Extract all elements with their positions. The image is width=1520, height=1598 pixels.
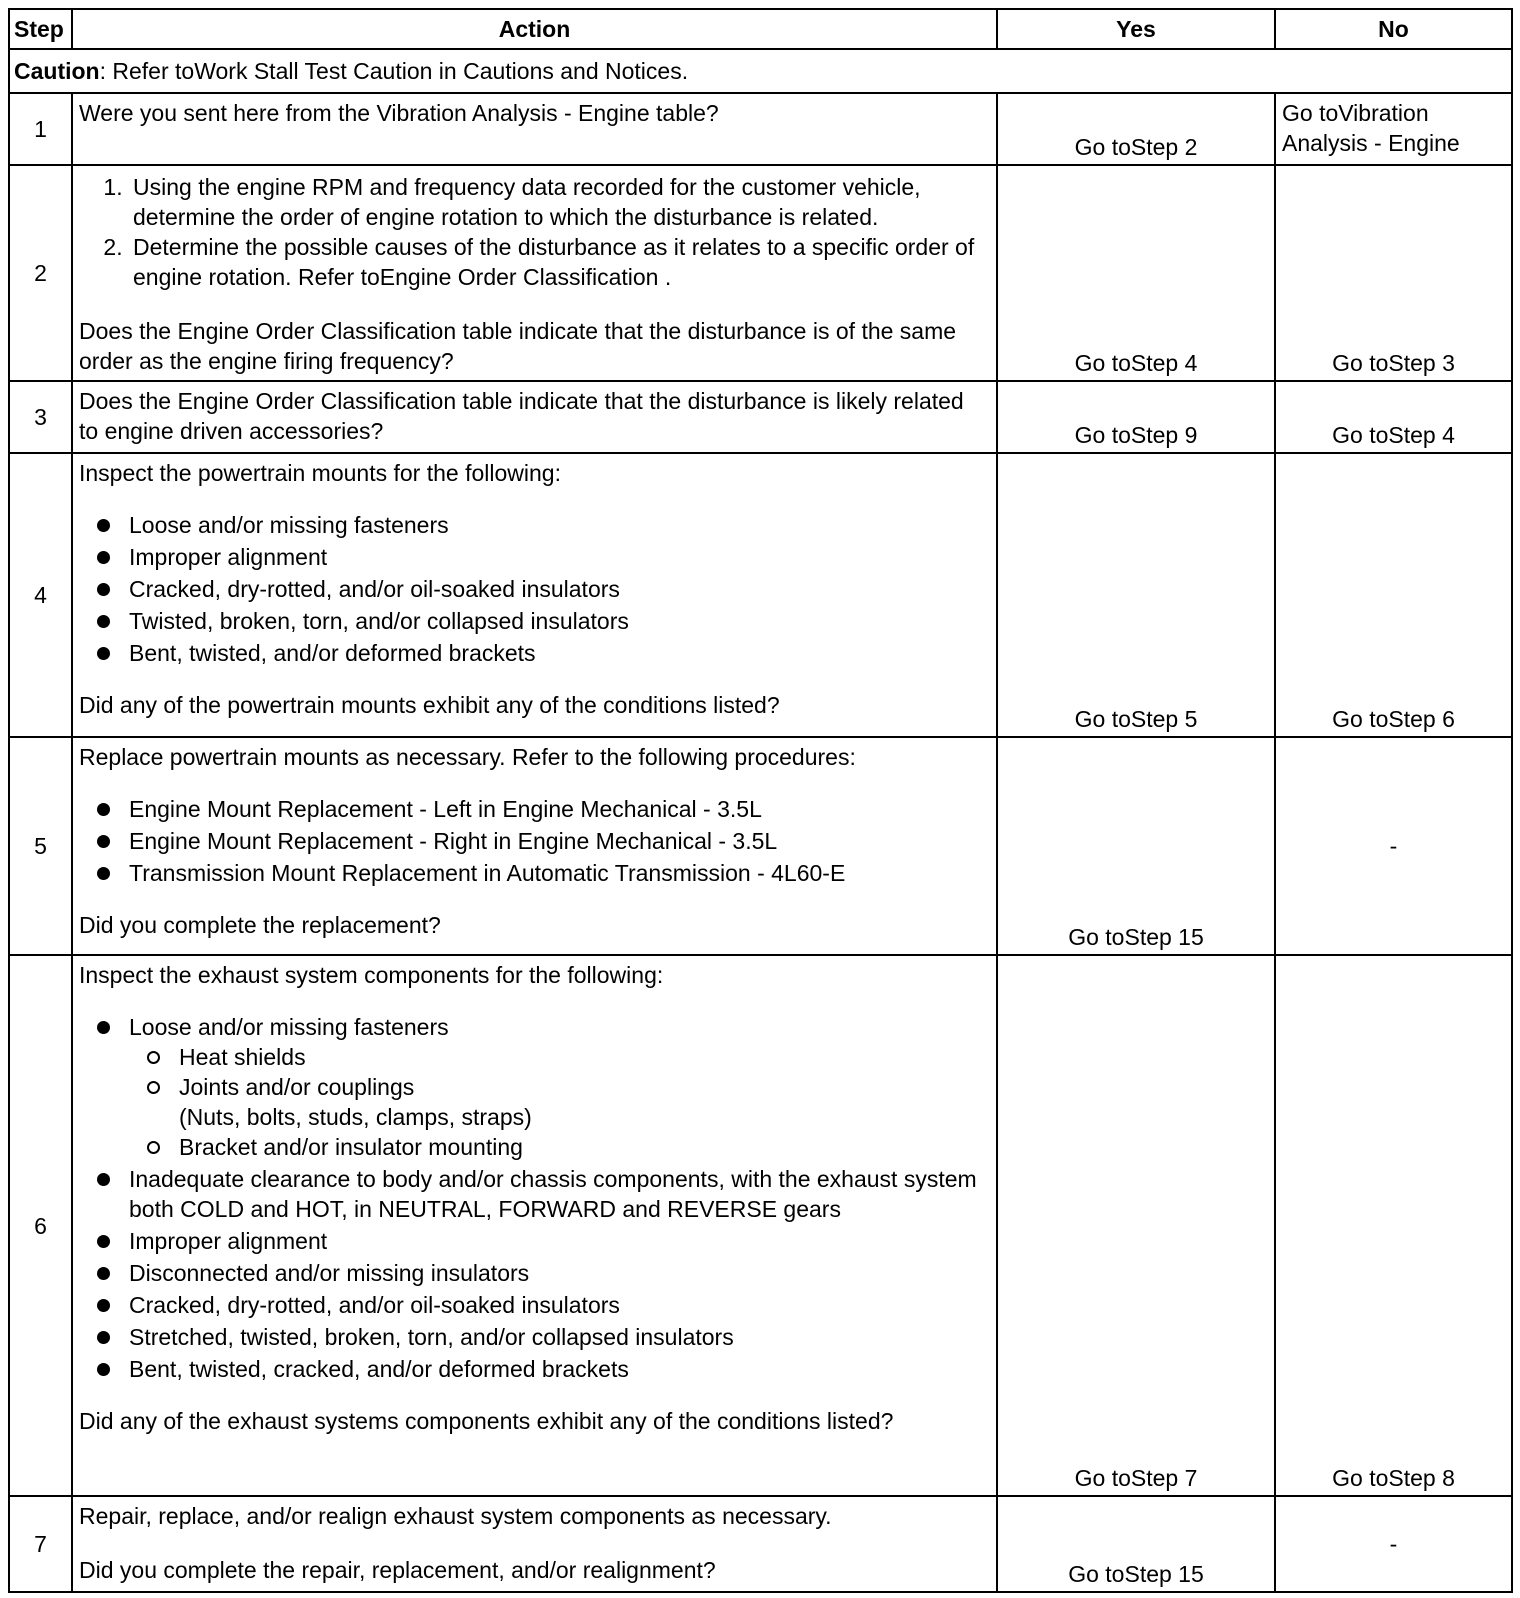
no-cell: - <box>1275 737 1512 955</box>
table-row <box>9 1496 1512 1592</box>
action-intro: Inspect the powertrain mounts for the following: <box>79 460 561 486</box>
list-item: 2. Determine the possible causes of the disturbance as it relates to a specific order of engine rotation. Refer toEngine Order Classification . <box>129 232 988 292</box>
step-number: 5 <box>9 737 72 955</box>
bullet-icon <box>97 867 110 880</box>
list-item: Twisted, broken, torn, and/or collapsed insulators <box>79 606 988 636</box>
action-cell <box>72 453 997 737</box>
bullet-list <box>79 1012 988 1384</box>
table-row <box>9 93 1512 165</box>
step-number: 7 <box>9 1496 72 1592</box>
bullet-icon <box>97 615 110 628</box>
action-intro: Replace powertrain mounts as necessary. Refer to the following procedures: <box>79 744 856 770</box>
yes-cell: Go toStep 15 <box>997 1496 1275 1592</box>
no-link-line: Go toVibration <box>1282 100 1429 126</box>
step-number: 3 <box>9 381 72 453</box>
action-cell <box>72 93 997 165</box>
bullet-icon <box>97 1299 110 1312</box>
circle-bullet-icon <box>147 1081 160 1094</box>
bullet-icon <box>97 583 110 596</box>
action-header: Action <box>72 9 997 49</box>
action-question: Does the Engine Order Classification table indicate that the disturbance is of the same order as the engine firing frequency? <box>79 318 957 374</box>
bullet-icon <box>97 1235 110 1248</box>
no-cell: Go toStep 4 <box>1275 381 1512 453</box>
circle-bullet-icon <box>147 1051 160 1064</box>
list-item: Inadequate clearance to body and/or chassis components, with the exhaust system both COLD and HOT, in NEUTRAL, FORWARD and REVERSE gears <box>79 1164 988 1224</box>
action-intro: Repair, replace, and/or realign exhaust system components as necessary. <box>79 1503 832 1529</box>
table-row <box>9 165 1512 381</box>
action-cell <box>72 381 997 453</box>
numbered-list <box>79 172 988 292</box>
action-intro: Inspect the exhaust system components for the following: <box>79 962 664 988</box>
bullet-list <box>79 794 988 888</box>
bullet-list <box>79 510 988 668</box>
bullet-icon <box>97 647 110 660</box>
action-cell <box>72 165 997 381</box>
list-item: Bent, twisted, cracked, and/or deformed brackets <box>79 1354 988 1384</box>
diagnostic-table <box>8 8 1513 1593</box>
yes-cell: Go toStep 4 <box>997 165 1275 381</box>
list-item: Disconnected and/or missing insulators <box>79 1258 988 1288</box>
bullet-icon <box>97 551 110 564</box>
list-item: Loose and/or missing fasteners Heat shields Joints and/or couplings (Nuts, bolts, studs, clamps, straps) Bracket and/or insulator mounting <box>79 1012 988 1162</box>
step-header: Step <box>9 9 72 49</box>
bullet-icon <box>97 1267 110 1280</box>
no-cell <box>1275 93 1512 165</box>
sub-list-item: Bracket and/or insulator mounting <box>129 1132 988 1162</box>
bullet-icon <box>97 519 110 532</box>
action-question: Did any of the powertrain mounts exhibit any of the conditions listed? <box>79 692 780 718</box>
sub-list-item: Heat shields <box>129 1042 988 1072</box>
table-row <box>9 737 1512 955</box>
caution-cell <box>9 49 1512 93</box>
caution-label: Caution <box>14 58 100 84</box>
caution-text: : Refer toWork Stall Test Caution in Cautions and Notices. <box>99 58 689 84</box>
action-cell <box>72 737 997 955</box>
no-header: No <box>1275 9 1512 49</box>
no-cell: Go toStep 3 <box>1275 165 1512 381</box>
action-question: Did any of the exhaust systems components exhibit any of the conditions listed? <box>79 1408 894 1434</box>
list-item: Cracked, dry-rotted, and/or oil-soaked insulators <box>79 1290 988 1320</box>
list-item: 1. Using the engine RPM and frequency data recorded for the customer vehicle, determine the order of engine rotation to which the disturbance is related. <box>129 172 988 232</box>
yes-cell: Go toStep 2 <box>997 93 1275 165</box>
bullet-icon <box>97 1021 110 1034</box>
yes-header: Yes <box>997 9 1275 49</box>
action-question: Did you complete the replacement? <box>79 912 441 938</box>
list-item: Engine Mount Replacement - Right in Engine Mechanical - 3.5L <box>79 826 988 856</box>
list-item: Stretched, twisted, broken, torn, and/or collapsed insulators <box>79 1322 988 1352</box>
step-number: 4 <box>9 453 72 737</box>
no-cell: Go toStep 6 <box>1275 453 1512 737</box>
step-number: 1 <box>9 93 72 165</box>
no-cell: Go toStep 8 <box>1275 955 1512 1496</box>
table-row <box>9 453 1512 737</box>
action-cell <box>72 1496 997 1592</box>
table-row <box>9 955 1512 1496</box>
no-link-line: Analysis - Engine <box>1282 130 1460 156</box>
yes-cell: Go toStep 7 <box>997 955 1275 1496</box>
list-item: Loose and/or missing fasteners <box>79 510 988 540</box>
action-question: Were you sent here from the Vibration Analysis - Engine table? <box>79 100 719 126</box>
caution-row <box>9 49 1512 93</box>
header-row <box>9 9 1512 49</box>
bullet-icon <box>97 1331 110 1344</box>
table-row <box>9 381 1512 453</box>
step-number: 6 <box>9 955 72 1496</box>
yes-cell: Go toStep 9 <box>997 381 1275 453</box>
list-item: Engine Mount Replacement - Left in Engine Mechanical - 3.5L <box>79 794 988 824</box>
circle-bullet-icon <box>147 1141 160 1154</box>
yes-cell: Go toStep 15 <box>997 737 1275 955</box>
bullet-icon <box>97 835 110 848</box>
sub-list-item: Joints and/or couplings (Nuts, bolts, studs, clamps, straps) <box>129 1072 988 1132</box>
list-item: Transmission Mount Replacement in Automatic Transmission - 4L60-E <box>79 858 988 888</box>
sub-list <box>129 1042 988 1162</box>
step-number: 2 <box>9 165 72 381</box>
bullet-icon <box>97 1173 110 1186</box>
action-cell <box>72 955 997 1496</box>
no-cell: - <box>1275 1496 1512 1592</box>
action-question: Does the Engine Order Classification table indicate that the disturbance is likely related to engine driven accessories? <box>79 388 964 444</box>
list-item: Bent, twisted, and/or deformed brackets <box>79 638 988 668</box>
action-question: Did you complete the repair, replacement, and/or realignment? <box>79 1557 716 1583</box>
list-item: Improper alignment <box>79 1226 988 1256</box>
yes-cell: Go toStep 5 <box>997 453 1275 737</box>
bullet-icon <box>97 1363 110 1376</box>
list-item: Improper alignment <box>79 542 988 572</box>
bullet-icon <box>97 803 110 816</box>
list-item: Cracked, dry-rotted, and/or oil-soaked insulators <box>79 574 988 604</box>
